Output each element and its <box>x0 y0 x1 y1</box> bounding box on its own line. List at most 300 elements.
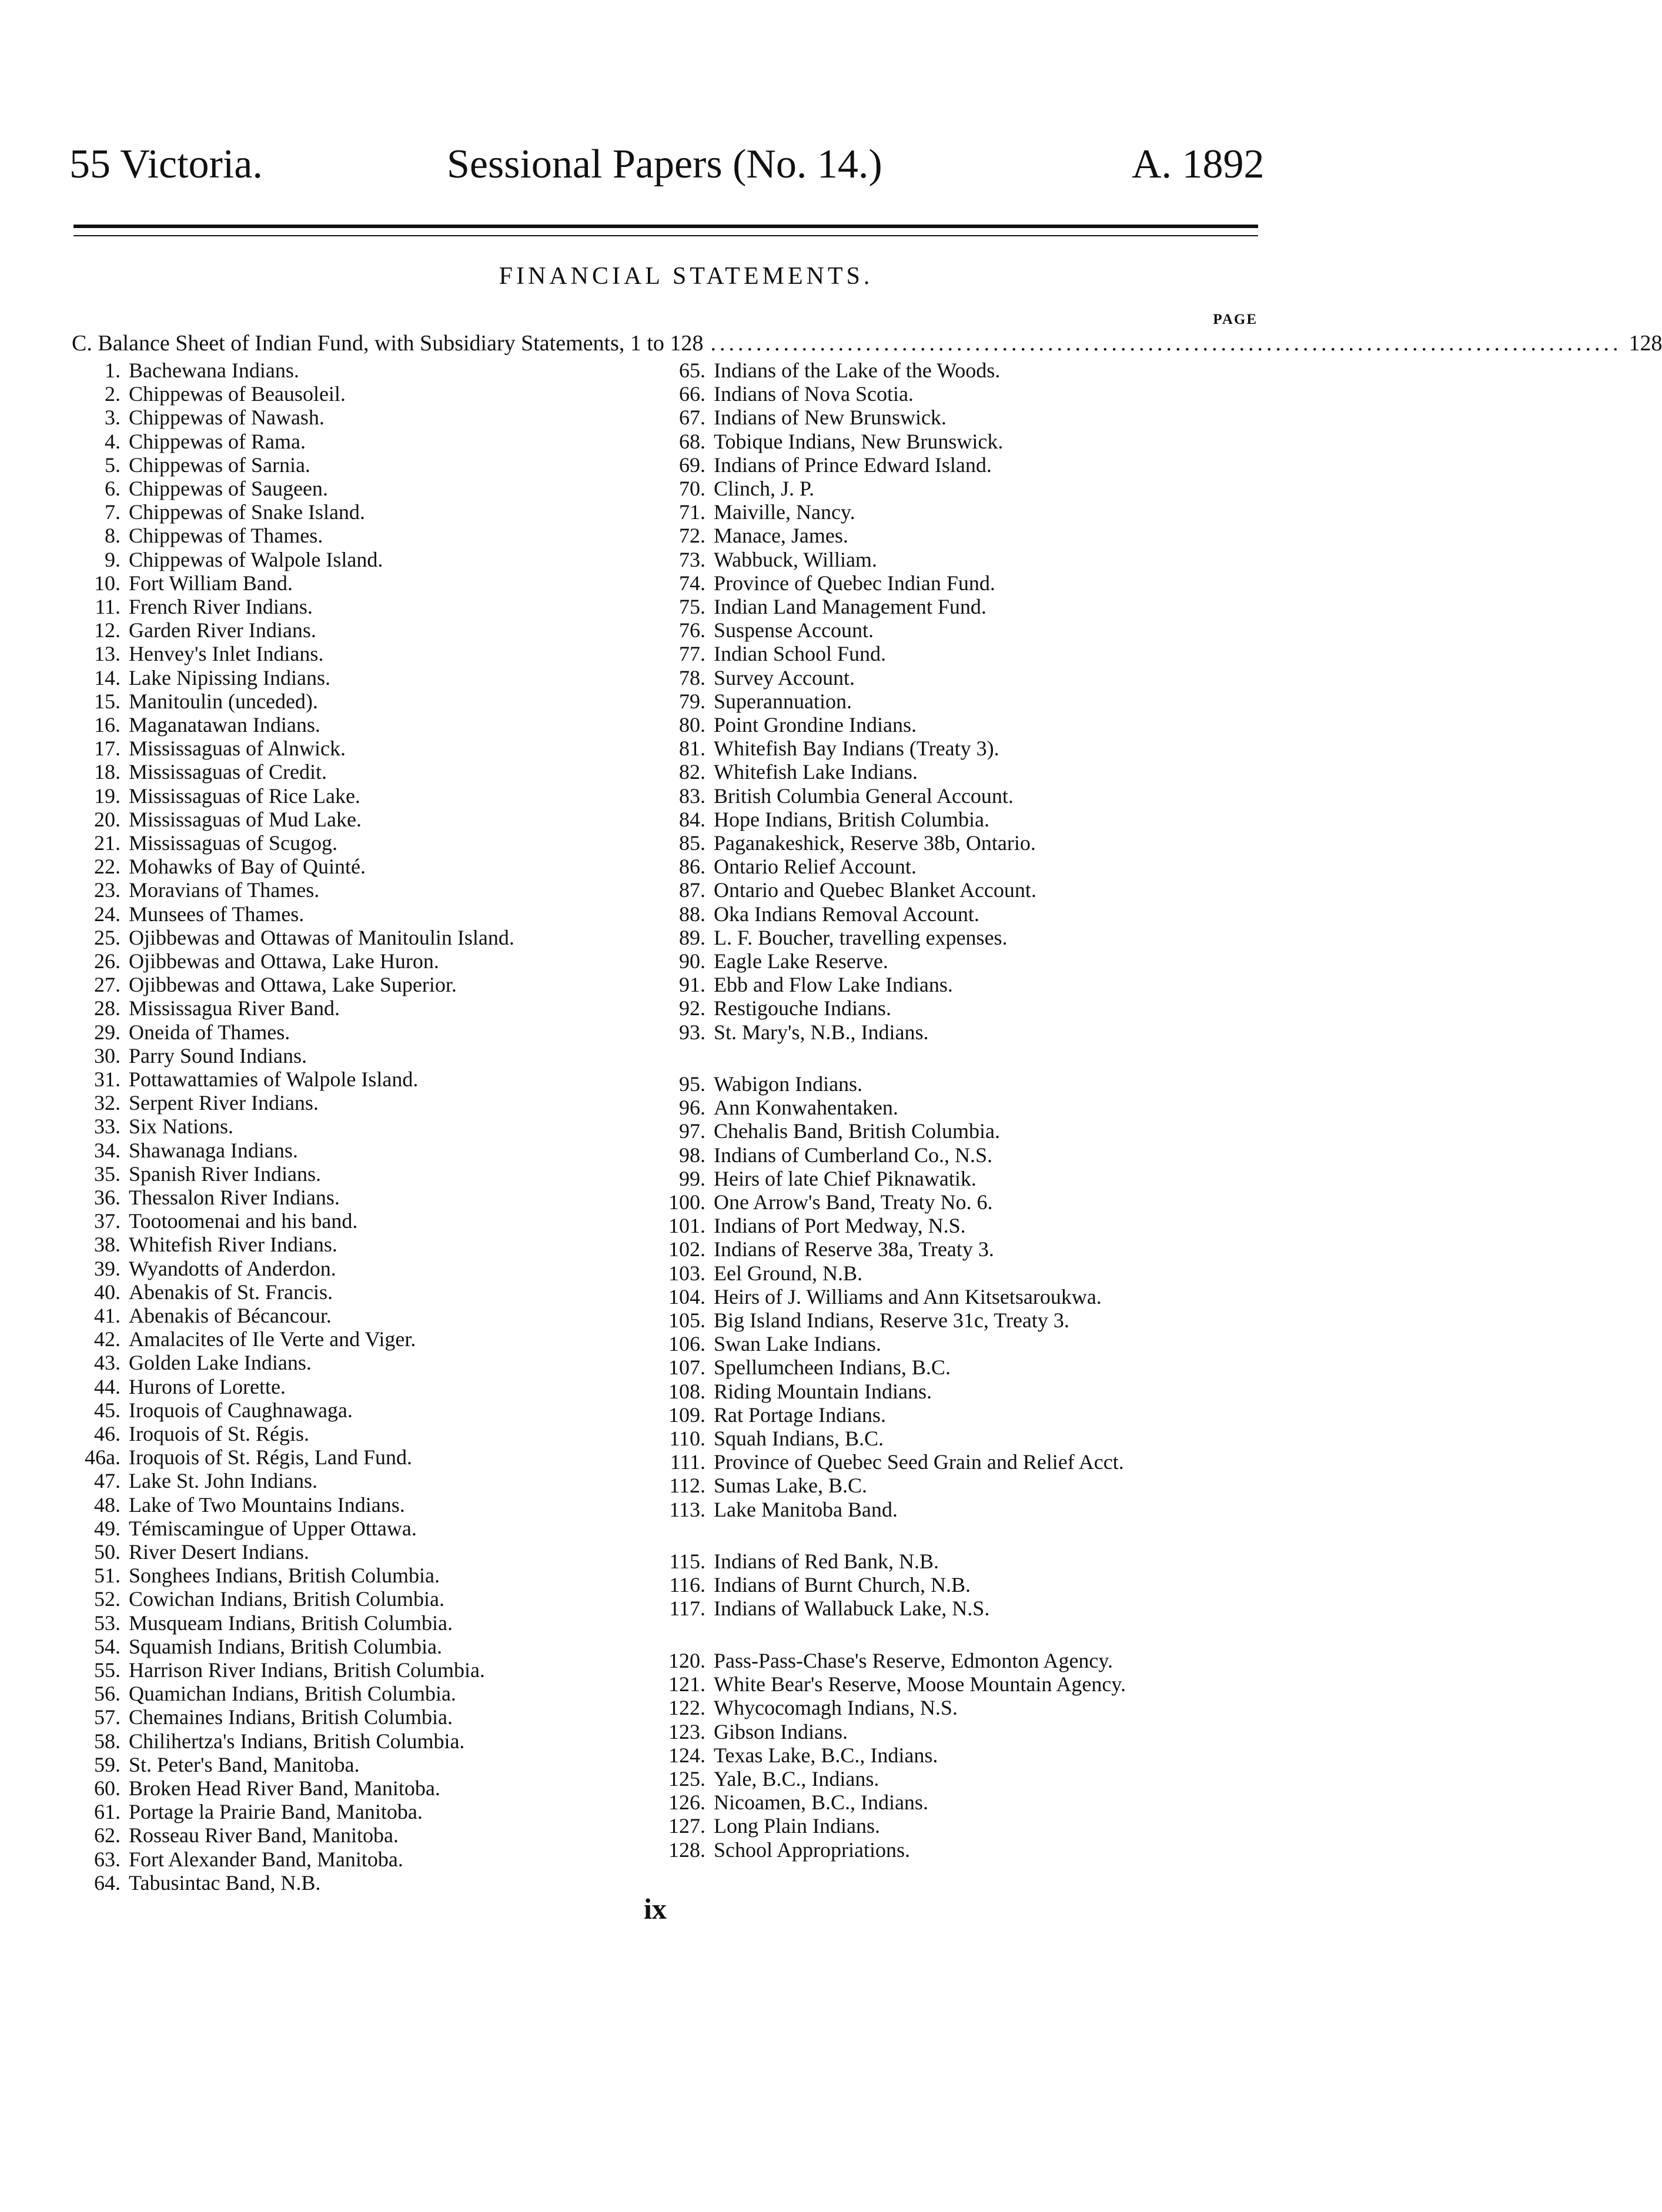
item-number: 32. <box>94 1091 121 1115</box>
item-title: Whitefish Lake Indians. <box>714 760 918 784</box>
index-item <box>59 1233 337 1256</box>
item-title: Munsees of Thames. <box>129 902 305 926</box>
item-title: Ojibbewas and Ottawas of Manitoulin Island. <box>129 926 514 949</box>
index-item <box>644 1791 928 1814</box>
item-number: 59. <box>94 1753 121 1776</box>
item-number: 44. <box>94 1375 121 1398</box>
item-number: 76. <box>679 618 705 642</box>
item-title: Province of Quebec Seed Grain and Relief Acct. <box>714 1450 1124 1474</box>
item-title: Indians of New Brunswick. <box>714 406 947 429</box>
item-number: 86. <box>679 855 705 878</box>
index-item <box>59 1564 440 1587</box>
main-entry <box>72 329 1662 357</box>
item-number: 102. <box>668 1237 705 1261</box>
index-item <box>59 1469 317 1492</box>
item-number: 125. <box>668 1767 705 1791</box>
item-title: One Arrow's Band, Treaty No. 6. <box>714 1190 993 1214</box>
item-title: Spellumcheen Indians, B.C. <box>714 1356 951 1379</box>
item-title: Iroquois of St. Régis, Land Fund. <box>129 1445 412 1469</box>
index-item <box>644 1072 862 1096</box>
index-item <box>59 1115 233 1138</box>
index-item <box>644 1167 977 1190</box>
index-item <box>644 760 918 784</box>
item-number: 105. <box>668 1309 705 1332</box>
item-number: 46. <box>94 1422 121 1445</box>
item-title: Mississaguas of Alnwick. <box>129 737 346 760</box>
item-title: Mississaguas of Credit. <box>129 760 327 784</box>
index-item <box>644 406 947 429</box>
item-number: 49. <box>94 1517 121 1540</box>
index-item <box>644 618 874 642</box>
index-item <box>59 406 325 429</box>
index-item <box>59 713 320 737</box>
index-item <box>59 524 323 547</box>
index-item <box>644 737 999 760</box>
index-item <box>59 1067 418 1091</box>
index-item <box>644 808 989 831</box>
item-number: 55. <box>94 1658 121 1682</box>
index-item <box>59 690 318 713</box>
item-title: Broken Head River Band, Manitoba. <box>129 1776 440 1800</box>
item-number: 7. <box>105 500 121 524</box>
item-number: 100. <box>668 1190 705 1214</box>
index-item <box>59 1020 290 1044</box>
index-item <box>59 1044 307 1067</box>
item-title: Eel Ground, N.B. <box>714 1261 862 1285</box>
index-item <box>59 1871 320 1895</box>
item-number: 99. <box>679 1167 705 1190</box>
header-series: Sessional Papers (No. 14.) <box>447 142 882 187</box>
item-number: 97. <box>679 1119 705 1143</box>
index-item <box>644 1214 966 1237</box>
index-item <box>644 1573 971 1597</box>
item-title: Mississaguas of Scugog. <box>129 831 338 855</box>
index-item <box>59 1682 456 1705</box>
main-entry-page: 128 <box>1628 331 1662 356</box>
index-item <box>59 1823 399 1847</box>
item-title: Chippewas of Sarnia. <box>129 453 310 477</box>
item-number: 5. <box>105 453 121 477</box>
item-number: 25. <box>94 926 121 949</box>
index-item <box>59 1517 417 1540</box>
item-number: 124. <box>668 1744 705 1767</box>
index-item <box>644 1285 1102 1309</box>
index-item <box>59 1162 321 1186</box>
item-title: Chippewas of Rama. <box>129 430 306 453</box>
header-rule-thick <box>73 225 1258 228</box>
item-title: Lake St. John Indians. <box>129 1469 317 1492</box>
item-title: Point Grondine Indians. <box>714 713 917 737</box>
item-title: Heirs of J. Williams and Ann Kitsetsaroukwa. <box>714 1285 1102 1309</box>
index-item <box>59 571 293 595</box>
index-item <box>644 1190 992 1214</box>
index-item <box>59 1422 309 1445</box>
item-number: 52. <box>94 1587 121 1611</box>
index-item <box>59 1209 357 1233</box>
index-item <box>59 1280 333 1304</box>
item-title: Pass-Pass-Chase's Reserve, Edmonton Agency. <box>714 1649 1113 1672</box>
item-number: 2. <box>105 382 121 406</box>
item-number: 117. <box>669 1597 705 1620</box>
item-number: 78. <box>679 666 705 690</box>
item-number: 67. <box>679 406 705 429</box>
item-number: 14. <box>94 666 121 690</box>
index-item <box>644 1096 898 1119</box>
item-number: 43. <box>94 1351 121 1374</box>
index-item <box>644 666 855 690</box>
index-item <box>644 1309 1069 1332</box>
index-item <box>59 1587 444 1611</box>
item-title: Chippewas of Nawash. <box>129 406 325 429</box>
item-title: Bachewana Indians. <box>129 359 299 382</box>
item-number: 34. <box>94 1139 121 1162</box>
item-title: Mohawks of Bay of Quinté. <box>129 855 366 878</box>
item-title: Indians of Cumberland Co., N.S. <box>714 1143 992 1167</box>
index-item <box>644 1143 992 1167</box>
item-number: 108. <box>668 1380 705 1403</box>
item-number: 126. <box>668 1791 705 1814</box>
item-number: 54. <box>94 1635 121 1658</box>
item-title: Chehalis Band, British Columbia. <box>714 1119 1000 1143</box>
item-title: Indians of Port Medway, N.S. <box>714 1214 966 1237</box>
index-item <box>59 1493 405 1517</box>
index-item <box>59 500 365 524</box>
item-number: 50. <box>94 1540 121 1564</box>
item-number: 93. <box>679 1020 705 1044</box>
item-title: Heirs of late Chief Piknawatik. <box>714 1167 977 1190</box>
item-number: 26. <box>94 949 121 973</box>
index-item <box>644 713 917 737</box>
item-number: 98. <box>679 1143 705 1167</box>
item-title: Ontario Relief Account. <box>714 855 917 878</box>
item-title: Squah Indians, B.C. <box>714 1427 884 1450</box>
item-number: 41. <box>94 1304 121 1327</box>
index-item <box>59 1800 423 1823</box>
header-rule-thin <box>73 235 1258 236</box>
item-title: Hope Indians, British Columbia. <box>714 808 989 831</box>
item-number: 4. <box>105 430 121 453</box>
index-item <box>644 642 886 665</box>
item-title: Mississaguas of Rice Lake. <box>129 784 360 808</box>
item-title: Big Island Indians, Reserve 31c, Treaty 3. <box>714 1309 1069 1332</box>
item-title: Golden Lake Indians. <box>129 1351 312 1374</box>
item-title: Texas Lake, B.C., Indians. <box>714 1744 938 1767</box>
index-item <box>644 1696 958 1719</box>
page-number: ix <box>644 1892 667 1925</box>
index-item <box>59 1351 312 1374</box>
index-item <box>644 524 848 547</box>
index-item <box>59 477 328 500</box>
item-number: 57. <box>94 1705 121 1729</box>
item-title: Ontario and Quebec Blanket Account. <box>714 878 1036 902</box>
item-title: British Columbia General Account. <box>714 784 1014 808</box>
item-title: School Appropriations. <box>714 1838 910 1862</box>
index-item <box>644 902 979 926</box>
item-number: 70. <box>679 477 705 500</box>
index-item <box>644 1237 994 1261</box>
item-number: 22. <box>94 855 121 878</box>
item-title: Iroquois of St. Régis. <box>129 1422 310 1445</box>
item-title: Témiscamingue of Upper Ottawa. <box>129 1517 417 1540</box>
index-item <box>59 430 306 453</box>
index-item <box>59 831 337 855</box>
item-number: 40. <box>94 1280 121 1304</box>
index-item <box>59 1327 416 1351</box>
item-number: 112. <box>669 1474 705 1497</box>
item-number: 51. <box>94 1564 121 1587</box>
item-number: 3. <box>105 406 121 429</box>
index-item <box>644 1672 1126 1696</box>
index-item <box>644 1720 848 1744</box>
index-item <box>59 1776 440 1800</box>
item-title: River Desert Indians. <box>129 1540 309 1564</box>
index-item <box>59 949 439 973</box>
index-item <box>59 548 383 571</box>
item-title: Quamichan Indians, British Columbia. <box>129 1682 456 1705</box>
item-number: 31. <box>94 1067 121 1091</box>
item-number: 91. <box>679 973 705 996</box>
page-title: FINANCIAL STATEMENTS. <box>499 263 874 290</box>
index-item <box>59 618 316 642</box>
item-number: 30. <box>94 1044 121 1067</box>
item-number: 101. <box>668 1214 705 1237</box>
item-number: 66. <box>679 382 705 406</box>
item-number: 29. <box>94 1020 121 1044</box>
item-title: Indian Land Management Fund. <box>714 595 987 618</box>
item-title: Henvey's Inlet Indians. <box>129 642 324 665</box>
item-number: 104. <box>668 1285 705 1309</box>
index-item <box>644 690 852 713</box>
item-title: Rat Portage Indians. <box>714 1403 886 1427</box>
item-number: 8. <box>105 524 121 547</box>
item-number: 90. <box>679 949 705 973</box>
index-item <box>644 1427 884 1450</box>
item-title: Chippewas of Beausoleil. <box>129 382 346 406</box>
item-number: 72. <box>679 524 705 547</box>
index-item <box>644 1403 886 1427</box>
item-number: 95. <box>679 1072 705 1096</box>
item-title: Manace, James. <box>714 524 848 547</box>
left-column <box>59 359 664 1895</box>
item-title: Musqueam Indians, British Columbia. <box>129 1611 453 1635</box>
index-item <box>59 642 323 665</box>
index-item <box>644 571 995 595</box>
item-title: Province of Quebec Indian Fund. <box>714 571 995 595</box>
index-item <box>59 1658 485 1682</box>
index-item <box>59 595 313 618</box>
index-item <box>59 1753 359 1776</box>
item-title: Shawanaga Indians. <box>129 1139 298 1162</box>
item-number: 12. <box>94 618 121 642</box>
item-number: 106. <box>668 1332 705 1356</box>
item-title: Moravians of Thames. <box>129 878 320 902</box>
item-title: Whycocomagh Indians, N.S. <box>714 1696 958 1719</box>
index-item <box>644 1814 880 1838</box>
index-item <box>644 1838 910 1862</box>
item-number: 109. <box>668 1403 705 1427</box>
index-item <box>59 926 514 949</box>
item-title: Maiville, Nancy. <box>714 500 855 524</box>
item-title: Fort Alexander Band, Manitoba. <box>129 1848 403 1871</box>
item-number: 80. <box>679 713 705 737</box>
index-item <box>644 831 1036 855</box>
item-title: Ann Konwahentaken. <box>714 1096 898 1119</box>
item-number: 107. <box>668 1356 705 1379</box>
item-title: Six Nations. <box>129 1115 234 1138</box>
item-title: Lake Manitoba Band. <box>714 1498 898 1521</box>
index-item <box>59 878 319 902</box>
item-number: 37. <box>94 1209 121 1233</box>
index-item <box>644 996 891 1020</box>
item-title: Mississagua River Band. <box>129 996 340 1020</box>
item-number: 122. <box>668 1696 705 1719</box>
index-item <box>59 973 457 996</box>
item-number: 47. <box>94 1469 121 1492</box>
item-number: 71. <box>679 500 705 524</box>
item-title: Survey Account. <box>714 666 855 690</box>
page-column-label: PAGE <box>1213 312 1258 327</box>
header-year: A. 1892 <box>1132 142 1265 187</box>
item-title: St. Peter's Band, Manitoba. <box>129 1753 360 1776</box>
item-title: Pottawattamies of Walpole Island. <box>129 1067 419 1091</box>
item-number: 53. <box>94 1611 121 1635</box>
item-title: Lake Nipissing Indians. <box>129 666 330 690</box>
item-title: Suspense Account. <box>714 618 874 642</box>
item-title: Spanish River Indians. <box>129 1162 321 1186</box>
item-number: 33. <box>94 1115 121 1138</box>
index-item <box>59 760 327 784</box>
item-number: 35. <box>94 1162 121 1186</box>
item-title: Chippewas of Snake Island. <box>129 500 365 524</box>
item-number: 110. <box>669 1427 705 1450</box>
index-item <box>644 359 1000 382</box>
index-item <box>644 878 1036 902</box>
index-item <box>59 1304 332 1327</box>
item-title: Chippewas of Thames. <box>129 524 323 547</box>
item-number: 9. <box>105 548 121 571</box>
item-number: 79. <box>679 690 705 713</box>
index-item <box>644 784 1014 808</box>
item-number: 28. <box>94 996 121 1020</box>
item-title: Garden River Indians. <box>129 618 316 642</box>
item-number: 69. <box>679 453 705 477</box>
item-number: 65. <box>679 359 705 382</box>
item-title: Indians of Prince Edward Island. <box>714 453 992 477</box>
index-item <box>644 926 1008 949</box>
item-title: Squamish Indians, British Columbia. <box>129 1635 443 1658</box>
index-item <box>644 973 953 996</box>
index-item <box>59 1445 412 1469</box>
item-title: Wabbuck, William. <box>714 548 877 571</box>
item-number: 81. <box>679 737 705 760</box>
item-title: Nicoamen, B.C., Indians. <box>714 1791 928 1814</box>
index-item <box>59 996 340 1020</box>
item-number: 82. <box>679 760 705 784</box>
item-title: Lake of Two Mountains Indians. <box>129 1493 405 1517</box>
item-title: French River Indians. <box>129 595 313 618</box>
item-title: Cowichan Indians, British Columbia. <box>129 1587 444 1611</box>
item-title: Whitefish River Indians. <box>129 1233 337 1256</box>
item-number: 128. <box>668 1838 705 1862</box>
item-number: 18. <box>94 760 121 784</box>
index-item <box>59 1729 464 1753</box>
index-item <box>59 382 346 406</box>
item-title: Manitoulin (unceded). <box>129 690 318 713</box>
item-title: Ebb and Flow Lake Indians. <box>714 973 953 996</box>
item-title: Clinch, J. P. <box>714 477 815 500</box>
item-title: Paganakeshick, Reserve 38b, Ontario. <box>714 831 1036 855</box>
item-number: 39. <box>94 1257 121 1280</box>
item-title: Tootoomenai and his band. <box>129 1209 358 1233</box>
item-title: Chilihertza's Indians, British Columbia. <box>129 1729 465 1753</box>
item-title: Tobique Indians, New Brunswick. <box>714 430 1004 453</box>
item-title: Thessalon River Indians. <box>129 1186 340 1209</box>
index-item <box>59 1611 453 1635</box>
item-number: 116. <box>669 1573 705 1597</box>
item-title: White Bear's Reserve, Moose Mountain Agency. <box>714 1672 1126 1696</box>
item-title: Abenakis of St. Francis. <box>129 1280 333 1304</box>
item-number: 87. <box>679 878 705 902</box>
item-title: St. Mary's, N.B., Indians. <box>714 1020 929 1044</box>
index-item <box>644 1380 932 1403</box>
item-title: Chemaines Indians, British Columbia. <box>129 1705 453 1729</box>
item-title: Mississaguas of Mud Lake. <box>129 808 362 831</box>
item-title: Indians of Burnt Church, N.B. <box>714 1573 971 1597</box>
item-number: 77. <box>679 642 705 665</box>
item-number: 68. <box>679 430 705 453</box>
item-title: Indians of Red Bank, N.B. <box>714 1550 939 1573</box>
item-number: 89. <box>679 926 705 949</box>
item-number: 36. <box>94 1186 121 1209</box>
item-number: 6. <box>105 477 121 500</box>
item-title: L. F. Boucher, travelling expenses. <box>714 926 1008 949</box>
index-item <box>644 855 917 878</box>
item-number: 115. <box>669 1550 705 1573</box>
item-title: Indians of Reserve 38a, Treaty 3. <box>714 1237 994 1261</box>
item-number: 11. <box>95 595 121 618</box>
item-number: 84. <box>679 808 705 831</box>
item-title: Serpent River Indians. <box>129 1091 319 1115</box>
index-item <box>59 902 304 926</box>
index-item <box>644 477 814 500</box>
item-number: 21. <box>94 831 121 855</box>
index-item <box>644 1450 1124 1474</box>
index-item <box>59 359 299 382</box>
item-number: 120. <box>668 1649 705 1672</box>
item-number: 17. <box>94 737 121 760</box>
item-number: 111. <box>670 1450 705 1474</box>
index-item <box>59 737 346 760</box>
item-number: 83. <box>679 784 705 808</box>
index-item <box>644 1119 1000 1143</box>
item-number: 113. <box>669 1498 705 1521</box>
item-number: 24. <box>94 902 121 926</box>
item-number: 19. <box>94 784 121 808</box>
item-number: 88. <box>679 902 705 926</box>
item-title: Portage la Prairie Band, Manitoba. <box>129 1800 423 1823</box>
item-title: Oka Indians Removal Account. <box>714 902 979 926</box>
item-title: Wabigon Indians. <box>714 1072 863 1096</box>
item-number: 73. <box>679 548 705 571</box>
item-title: Parry Sound Indians. <box>129 1044 307 1067</box>
item-title: Riding Mountain Indians. <box>714 1380 932 1403</box>
item-number: 10. <box>94 571 121 595</box>
index-item <box>59 808 362 831</box>
index-item <box>59 1540 309 1564</box>
item-title: Harrison River Indians, British Columbia. <box>129 1658 485 1682</box>
item-title: Hurons of Lorette. <box>129 1375 286 1398</box>
item-number: 85. <box>679 831 705 855</box>
